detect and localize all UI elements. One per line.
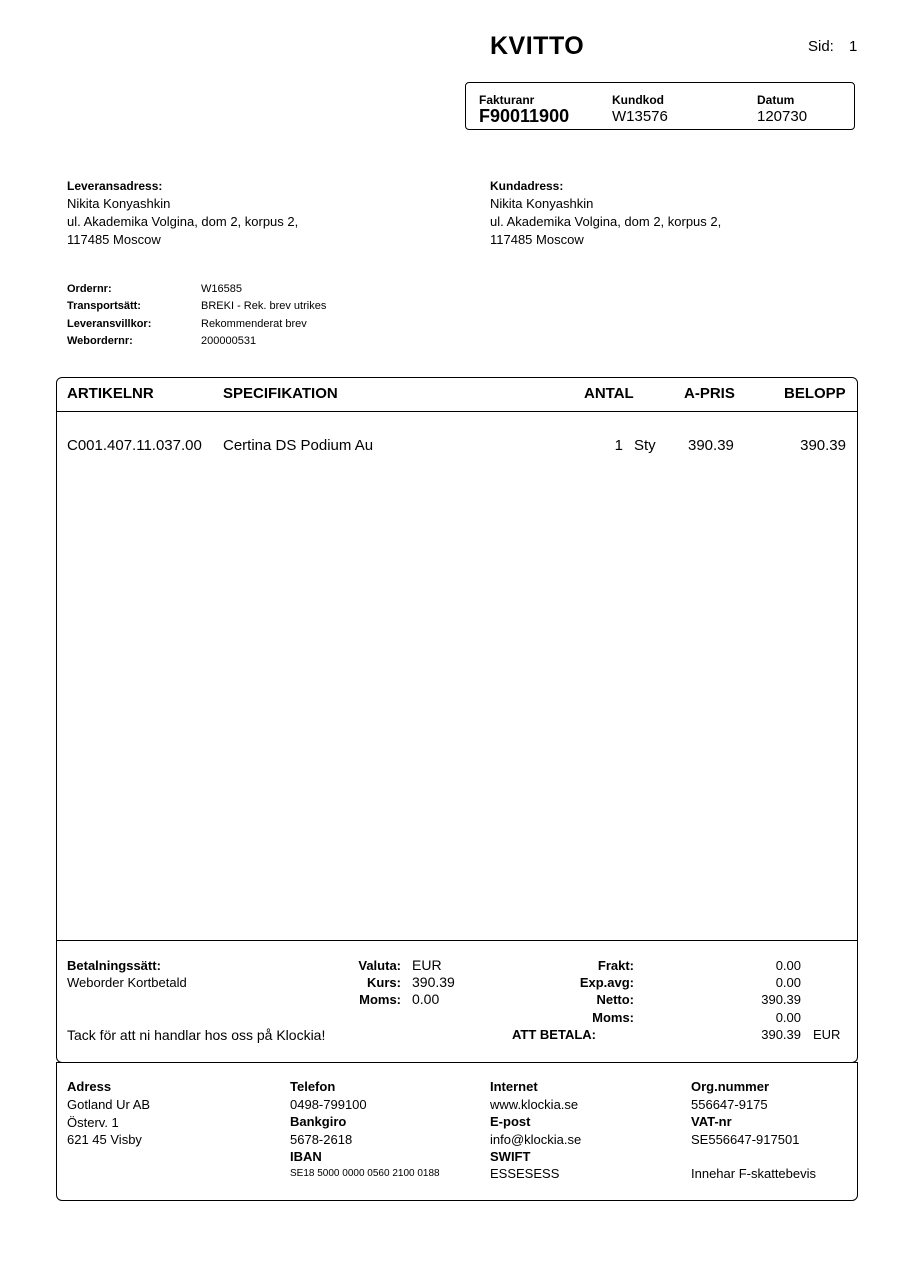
payment-method: Weborder Kortbetald	[67, 975, 187, 990]
footer-iban-label: IBAN	[290, 1149, 322, 1164]
rate-label: Kurs:	[367, 975, 401, 990]
delivery-city: 117485 Moscow	[67, 232, 161, 247]
page-label: Sid:	[808, 38, 834, 55]
currency: EUR	[412, 957, 442, 973]
page-number: 1	[849, 38, 858, 55]
delivery-address	[67, 177, 298, 249]
net-label: Netto:	[596, 992, 634, 1007]
order-number-label: Ordernr:	[67, 283, 112, 295]
footer-address-label: Adress	[67, 1079, 112, 1094]
footer-bankgiro-label: Bankgiro	[290, 1114, 347, 1129]
column-header-amount: BELOPP	[784, 385, 846, 402]
vat-label: Moms:	[592, 1010, 634, 1025]
transport-method: BREKI - Rek. brev utrikes	[201, 300, 327, 312]
date-label: Datum	[757, 93, 795, 107]
currency-label: Valuta:	[358, 958, 401, 973]
customer-address	[490, 177, 721, 249]
web-order-number: 200000531	[201, 335, 257, 347]
footer-iban: SE18 5000 0000 0560 2100 0188	[290, 1168, 440, 1179]
footer-swift: ESSESESS	[490, 1166, 560, 1181]
footer-phone-label: Telefon	[290, 1079, 336, 1094]
footer-swift-label: SWIFT	[490, 1149, 531, 1164]
row-unit-price: 390.39	[688, 437, 734, 454]
to-pay-value: 390.39	[761, 1027, 801, 1042]
footer-email-label: E-post	[490, 1114, 531, 1129]
web-order-label: Webordernr:	[67, 335, 133, 347]
footer-bankgiro: 5678-2618	[290, 1132, 353, 1147]
column-header-qty: ANTAL	[584, 385, 634, 402]
transport-label: Transportsätt:	[67, 300, 141, 312]
to-pay-label: ATT BETALA:	[512, 1027, 596, 1042]
thank-you-message: Tack för att ni handlar hos oss på Klockia!	[67, 1027, 326, 1043]
payment-method-label: Betalningssätt:	[67, 958, 161, 973]
table-footer-divider	[57, 940, 857, 941]
customer-code: W13576	[612, 108, 668, 125]
footer-phone: 0498-799100	[290, 1097, 367, 1112]
freight-value: 0.00	[775, 958, 801, 973]
column-header-article: ARTIKELNR	[67, 385, 154, 402]
customer-city: 117485 Moscow	[490, 232, 584, 247]
customer-street: ul. Akademika Volgina, dom 2, korpus 2,	[490, 214, 722, 229]
invoice-number-label: Fakturanr	[479, 93, 535, 107]
freight-label: Frakt:	[597, 958, 634, 973]
net-value: 390.39	[761, 992, 801, 1007]
customer-address-label: Kundadress:	[490, 179, 564, 193]
row-unit: Sty	[634, 437, 656, 454]
expedition-fee-label: Exp.avg:	[579, 975, 634, 990]
footer-website: www.klockia.se	[490, 1097, 579, 1112]
delivery-terms-label: Leveransvillkor:	[67, 318, 152, 330]
customer-name: Nikita Konyashkin	[490, 196, 594, 211]
row-specification: Certina DS Podium Au	[223, 437, 374, 454]
order-number: W16585	[201, 283, 242, 295]
column-header-spec: SPECIFIKATION	[223, 385, 338, 402]
column-header-unit-price: A-PRIS	[684, 385, 735, 402]
customer-code-label: Kundkod	[612, 93, 664, 107]
footer-tax-note: Innehar F-skattebevis	[691, 1166, 817, 1181]
payment-vat-label: Moms:	[359, 992, 401, 1007]
footer-address-line2: Österv. 1	[67, 1115, 119, 1130]
document-title: KVITTO	[490, 32, 585, 60]
delivery-name: Nikita Konyashkin	[67, 196, 171, 211]
payment-vat: 0.00	[412, 991, 440, 1007]
footer-vat-label: VAT-nr	[691, 1114, 732, 1129]
row-amount: 390.39	[800, 437, 846, 454]
table-header-divider	[57, 411, 857, 412]
delivery-terms: Rekommenderat brev	[201, 318, 307, 330]
invoice-date: 120730	[757, 108, 808, 125]
invoice-number: F90011900	[479, 106, 570, 126]
footer-org-number: 556647-9175	[691, 1097, 768, 1112]
footer-email: info@klockia.se	[490, 1132, 582, 1147]
footer-vat-number: SE556647-917501	[691, 1132, 800, 1147]
footer-address-line3: 621 45 Visby	[67, 1132, 142, 1147]
footer-internet-label: Internet	[490, 1079, 538, 1094]
expedition-fee-value: 0.00	[775, 975, 801, 990]
row-article-number: C001.407.11.037.00	[67, 437, 202, 454]
row-quantity: 1	[614, 437, 623, 454]
to-pay-currency: EUR	[813, 1027, 841, 1042]
vat-value: 0.00	[775, 1010, 801, 1025]
exchange-rate: 390.39	[412, 974, 455, 990]
delivery-address-label: Leveransadress:	[67, 179, 163, 193]
delivery-street: ul. Akademika Volgina, dom 2, korpus 2,	[67, 214, 299, 229]
footer-org-label: Org.nummer	[691, 1079, 770, 1094]
footer-address-line1: Gotland Ur AB	[67, 1097, 151, 1112]
